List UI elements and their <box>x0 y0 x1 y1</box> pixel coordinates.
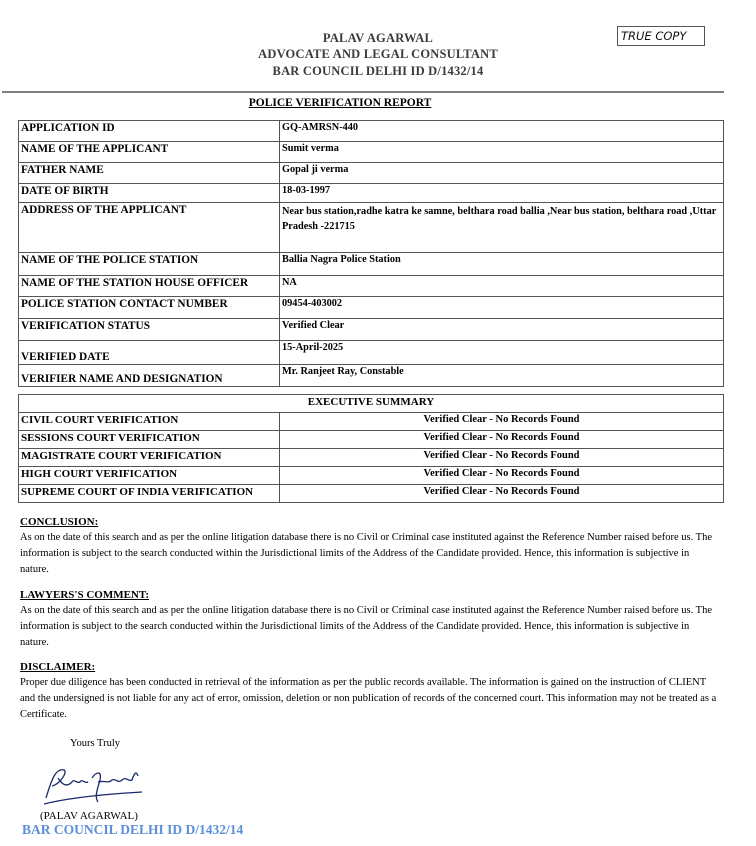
conclusion-label: CONCLUSION: <box>20 516 99 528</box>
table-row <box>19 184 724 203</box>
table-row <box>19 297 724 319</box>
field-value: Ballia Nagra Police Station <box>280 253 724 276</box>
summary-heading-row <box>19 395 724 413</box>
field-label: DATE OF BIRTH <box>19 184 280 203</box>
lawyers-comment-text: As on the date of this search and as per the online litigation database there is no Civil or Criminal case instituted against the Reference Number raised before us. The information is subject to the search conducted within the Jurisdictional limits of the Address of the Candidate provided. Hence, this information is subjective in nature. <box>20 605 713 648</box>
true-copy-stamp: TRUE COPY <box>617 26 705 46</box>
field-label: FATHER NAME <box>19 163 280 184</box>
details-table <box>18 120 724 387</box>
field-value: NA <box>280 276 724 297</box>
signatory-name: (PALAV AGARWAL) <box>40 810 138 822</box>
field-label: NAME OF THE APPLICANT <box>19 142 280 163</box>
field-label: VERIFICATION STATUS <box>19 319 280 341</box>
letterhead-title: ADVOCATE AND LEGAL CONSULTANT <box>258 47 498 61</box>
header-divider <box>2 91 724 93</box>
summary-heading: EXECUTIVE SUMMARY <box>19 395 724 413</box>
table-row <box>19 203 724 253</box>
field-label: ADDRESS OF THE APPLICANT <box>19 203 280 253</box>
field-label: VERIFIED DATE <box>19 341 280 365</box>
disclaimer-text: Proper due diligence has been conducted in retrieval of the information as per the public records available. The information is gained on the instruction of CLIENT and the undersigned is not liable for any act of error, omission, deletion or non publication of records of the concerned court. This information may not be treated as a Certificate. <box>20 677 717 720</box>
court-status: Verified Clear - No Records Found <box>280 485 724 503</box>
court-label: SESSIONS COURT VERIFICATION <box>19 431 280 449</box>
field-value: Gopal ji verma <box>280 163 724 184</box>
disclaimer-label: DISCLAIMER: <box>20 661 96 673</box>
court-status: Verified Clear - No Records Found <box>280 431 724 449</box>
table-row <box>19 142 724 163</box>
table-row <box>19 365 724 387</box>
field-value: Verified Clear <box>280 319 724 341</box>
court-label: MAGISTRATE COURT VERIFICATION <box>19 449 280 467</box>
field-label: NAME OF THE STATION HOUSE OFFICER <box>19 276 280 297</box>
table-row <box>19 449 724 467</box>
field-label: APPLICATION ID <box>19 121 280 142</box>
table-row <box>19 341 724 365</box>
table-row <box>19 413 724 431</box>
field-value: Mr. Ranjeet Ray, Constable <box>280 365 724 387</box>
lawyers-comment-label: LAWYERS'S COMMENT: <box>20 589 150 601</box>
table-row <box>19 485 724 503</box>
table-row <box>19 253 724 276</box>
table-row <box>19 121 724 142</box>
court-status: Verified Clear - No Records Found <box>280 413 724 431</box>
field-label: POLICE STATION CONTACT NUMBER <box>19 297 280 319</box>
field-value: 18-03-1997 <box>280 184 724 203</box>
executive-summary-table <box>18 394 724 503</box>
court-status: Verified Clear - No Records Found <box>280 467 724 485</box>
table-row <box>19 431 724 449</box>
table-row <box>19 276 724 297</box>
court-label: SUPREME COURT OF INDIA VERIFICATION <box>19 485 280 503</box>
letterhead-bar-id: BAR COUNCIL DELHI ID D/1432/14 <box>272 64 484 78</box>
field-value: Near bus station,radhe katra ke samne, belthara road ballia ,Near bus station, belthara road ,Uttar Pradesh -221715 <box>280 203 724 253</box>
court-label: CIVIL COURT VERIFICATION <box>19 413 280 431</box>
court-status: Verified Clear - No Records Found <box>280 449 724 467</box>
field-value: Sumit verma <box>280 142 724 163</box>
closing-text: Yours Truly <box>70 738 121 749</box>
field-label: VERIFIER NAME AND DESIGNATION <box>19 365 280 387</box>
field-value: 09454-403002 <box>280 297 724 319</box>
table-row <box>19 467 724 485</box>
conclusion-section <box>20 514 720 578</box>
signature-image <box>38 758 148 808</box>
court-label: HIGH COURT VERIFICATION <box>19 467 280 485</box>
lawyers-comment-section <box>20 587 720 651</box>
conclusion-text: As on the date of this search and as per the online litigation database there is no Civil or Criminal case instituted against the Reference Number raised before us. The information is subject to the search conducted within the Jurisdictional limits of the Address of the Candidate provided. Hence, this information is subjective in nature. <box>20 532 713 575</box>
disclaimer-section <box>20 659 720 723</box>
report-title: POLICE VERIFICATION REPORT <box>248 97 432 109</box>
table-row <box>19 163 724 184</box>
signatory-bar-id: BAR COUNCIL DELHI ID D/1432/14 <box>22 822 244 837</box>
letterhead-name: PALAV AGARWAL <box>322 31 434 45</box>
field-label: NAME OF THE POLICE STATION <box>19 253 280 276</box>
table-row <box>19 319 724 341</box>
field-value: GQ-AMRSN-440 <box>280 121 724 142</box>
field-value: 15-April-2025 <box>280 341 724 365</box>
